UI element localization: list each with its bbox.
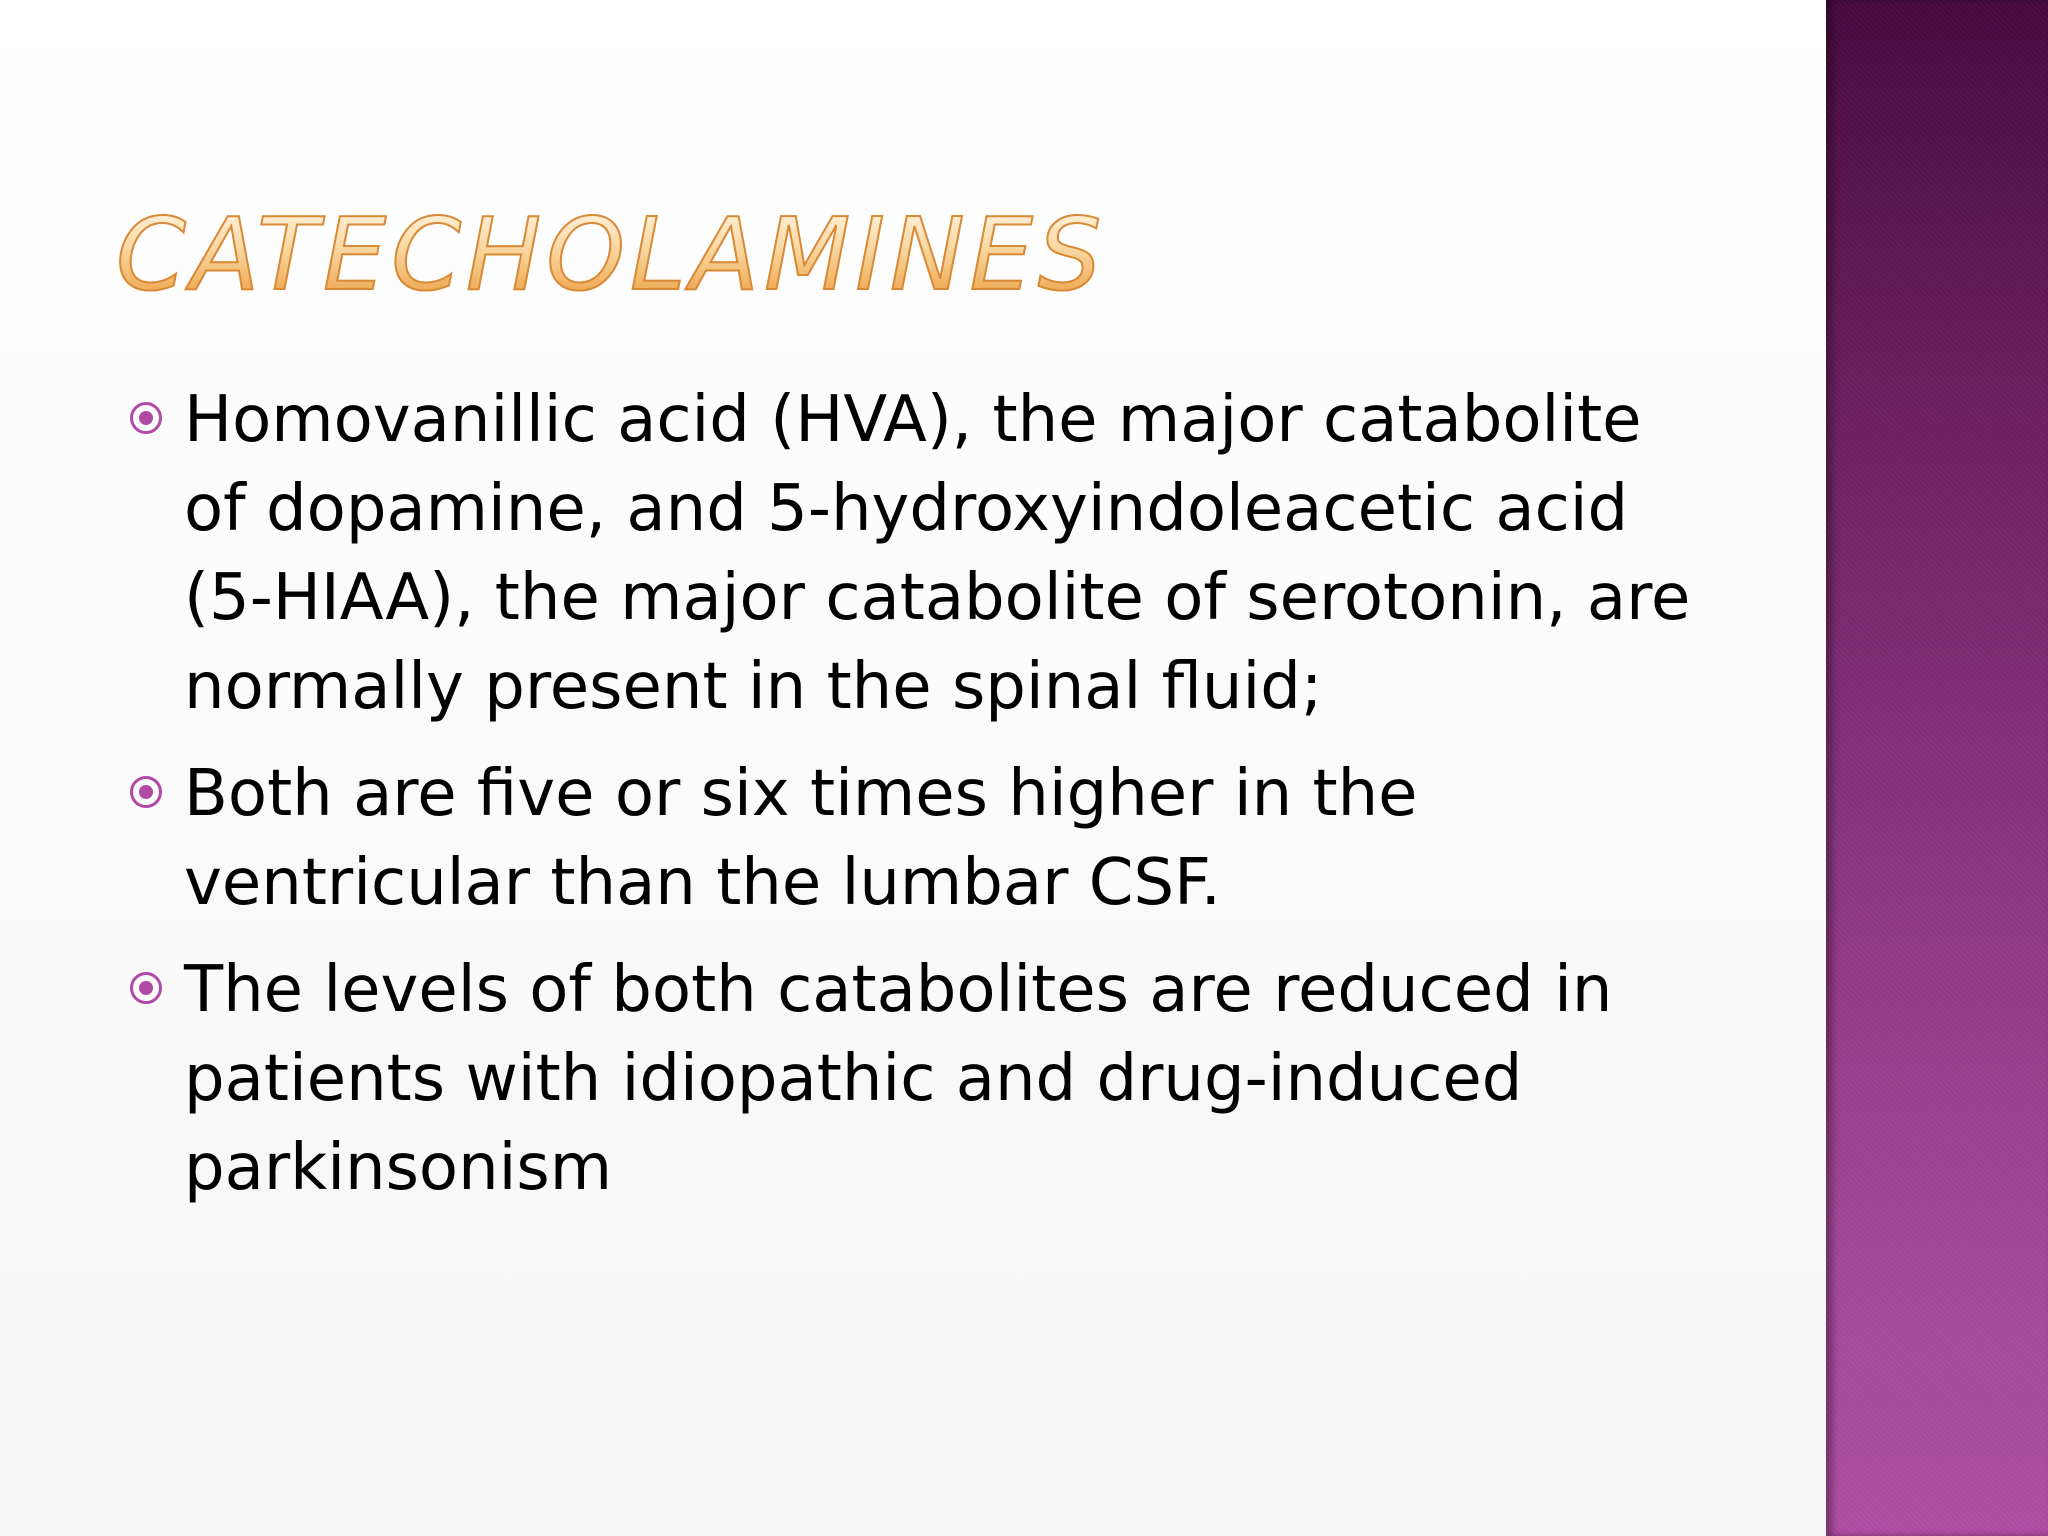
bullet-text: Both are five or six times higher in the ventricular than the lumbar CSF. bbox=[184, 757, 1418, 920]
sidebar-texture bbox=[1826, 0, 2048, 1536]
slide-title: CATECHOLAMINES bbox=[116, 196, 1107, 313]
decorative-sidebar bbox=[1826, 0, 2048, 1536]
bullet-list bbox=[130, 376, 1720, 1231]
bullet-item bbox=[130, 376, 1720, 732]
circled-dot-icon bbox=[130, 972, 162, 1004]
circled-dot-icon bbox=[130, 402, 162, 434]
bullet-item bbox=[130, 750, 1720, 928]
circled-dot-icon bbox=[130, 776, 162, 808]
bullet-item bbox=[130, 946, 1720, 1213]
bullet-text: The levels of both catabolites are reduced in patients with idiopathic and drug-induced parkinsonism bbox=[184, 953, 1613, 1205]
bullet-text: Homovanillic acid (HVA), the major catabolite of dopamine, and 5-hydroxyindoleacetic acid (5-HIAA), the major catabolite of serotonin, are normally present in the spinal fluid; bbox=[184, 383, 1691, 724]
